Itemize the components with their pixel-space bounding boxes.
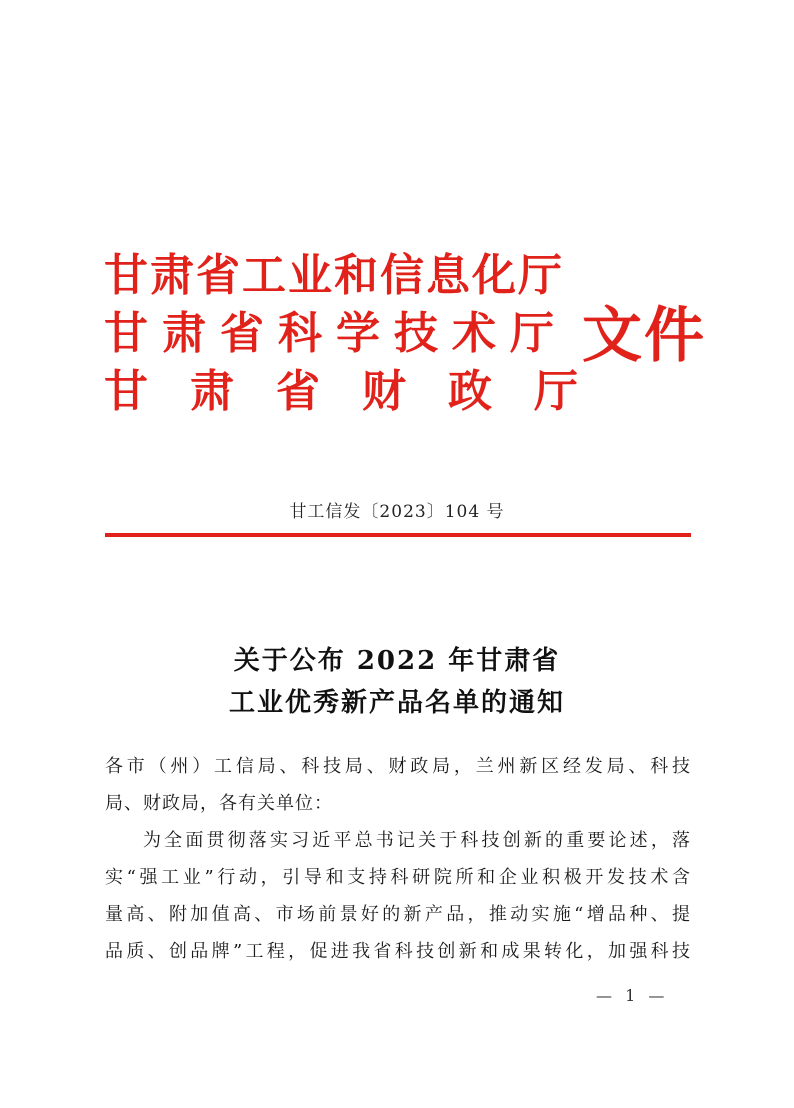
- issuer-name-finance: 甘肃省财政厅: [104, 366, 620, 417]
- paragraph-line-4: 品质、创品牌”工程，促进我省科技创新和成果转化，加强科技: [105, 941, 691, 962]
- notice-body: [105, 748, 691, 970]
- paragraph-line-2: 实“强工业”行动，引导和支持科研院所和企业积极开发技术含: [105, 867, 691, 888]
- issuer-name-science: 甘肃省科学技术厅: [104, 308, 568, 359]
- issuer-header: [104, 248, 704, 428]
- salutation-line-1: 各市（州）工信局、科技局、财政局，兰州新区经发局、科技: [105, 756, 691, 777]
- document-word: 文件: [582, 301, 706, 371]
- issuer-name-industry: 甘肃省工业和信息化厅: [104, 250, 564, 301]
- paragraph-line-1: 为全面贯彻落实习近平总书记关于科技创新的重要论述，落: [143, 830, 691, 851]
- red-divider-rule: [105, 533, 691, 537]
- page-number: — 1 —: [596, 986, 669, 1005]
- salutation-line-2: 局、财政局，各有关单位：: [105, 793, 333, 814]
- document-number: 甘工信发〔2023〕104 号: [289, 502, 505, 522]
- notice-title-line-1: 关于公布 2022 年甘肃省: [233, 646, 561, 676]
- notice-title-line-2: 工业优秀新产品名单的通知: [228, 688, 565, 718]
- paragraph-line-3: 量高、附加值高、市场前景好的新产品，推动实施“增品种、提: [105, 904, 691, 925]
